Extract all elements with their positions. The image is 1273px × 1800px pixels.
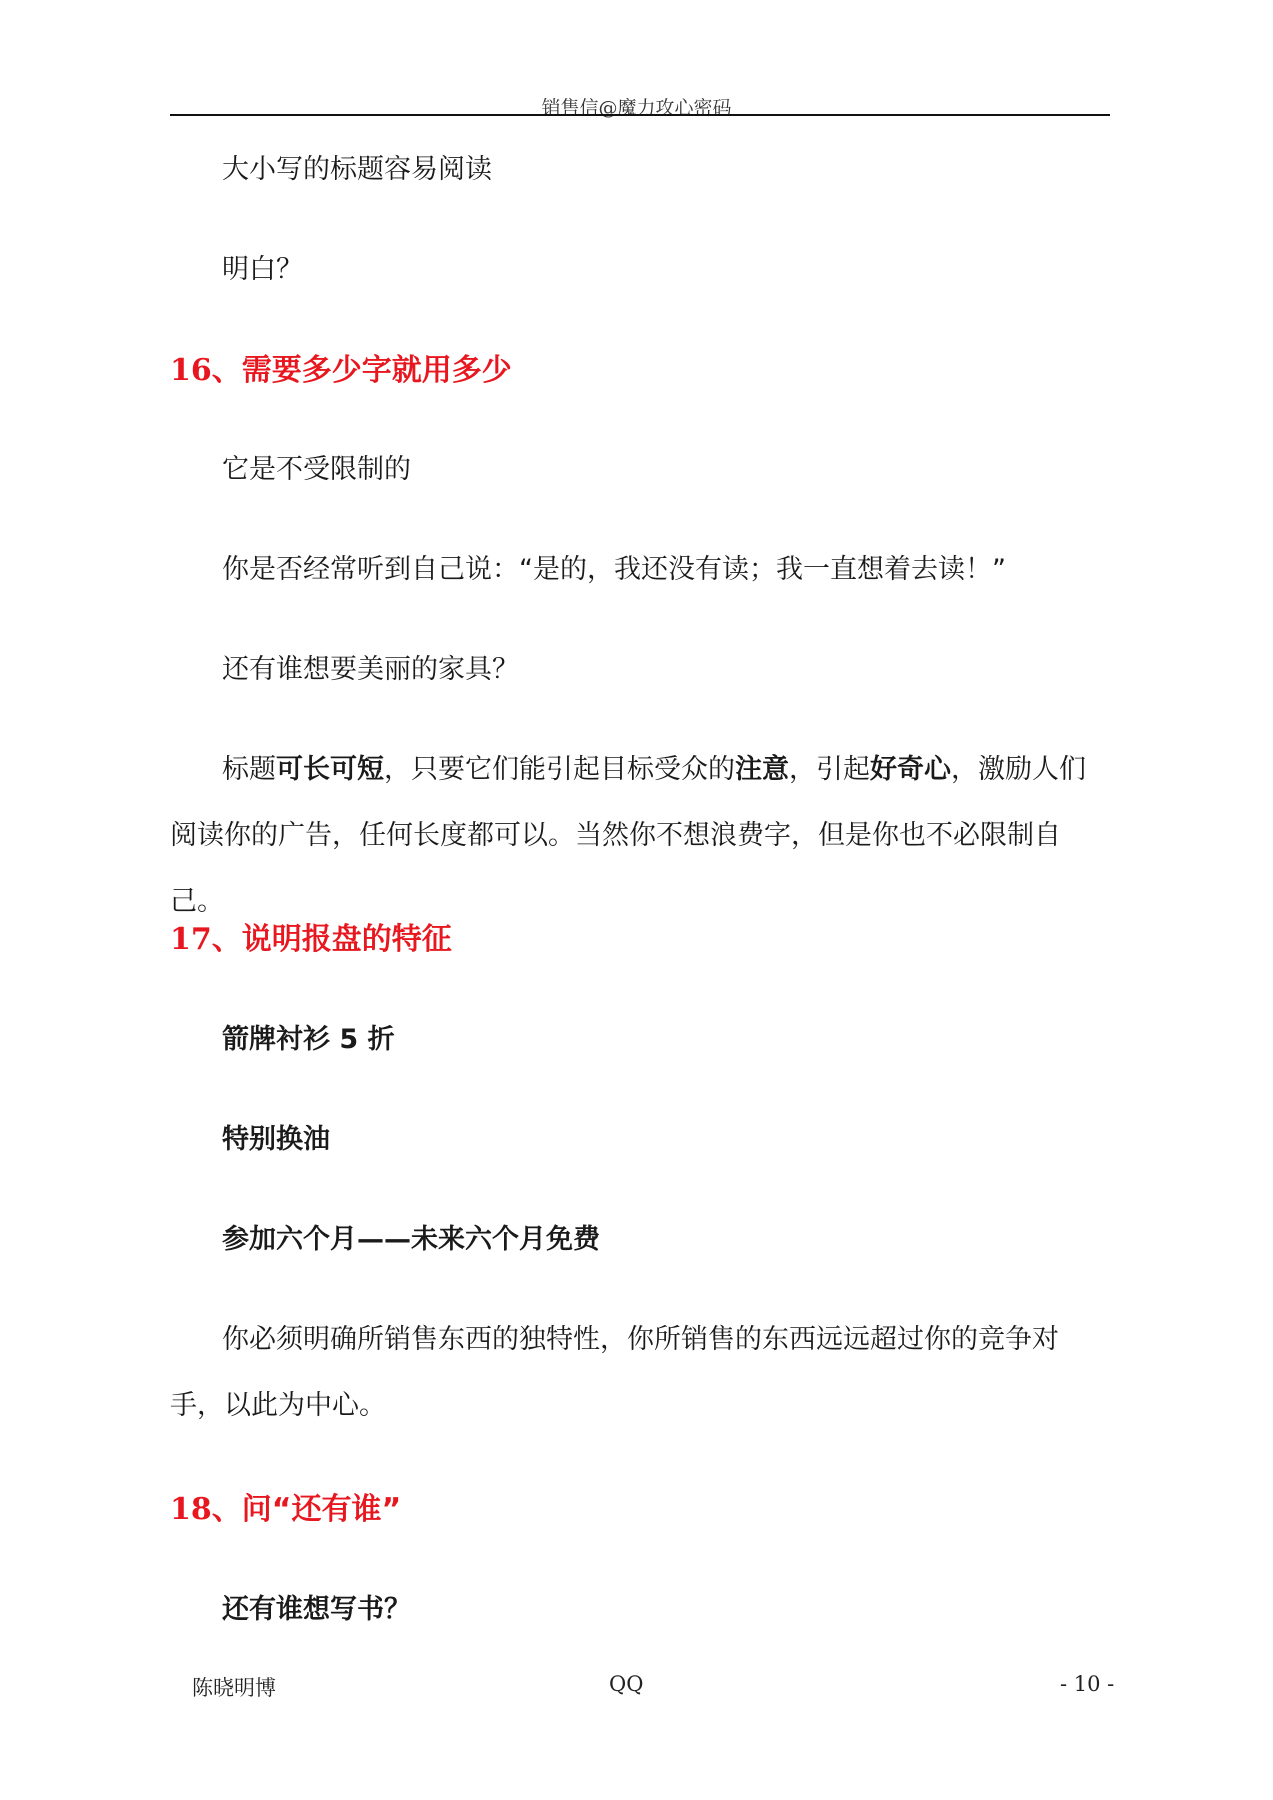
section-title: 需要多少字就用多少	[241, 353, 512, 388]
body-line-1: 大小写的标题容易阅读	[222, 154, 492, 185]
section-title: 说明报盘的特征	[241, 922, 452, 957]
text-run: ，激励人们阅读你的广告，任何长度都可以。当然你不想浪费字，但是你也不必限制自己。	[170, 754, 1086, 917]
paragraph-1	[170, 737, 1110, 935]
bold-run: 可长可短	[276, 754, 384, 785]
body-line-8: 参加六个月——未来六个月免费	[222, 1224, 600, 1255]
footer-qq: QQ	[609, 1672, 644, 1696]
footer-author: 陈晓明博	[192, 1676, 276, 1700]
body-line-3: 它是不受限制的	[222, 454, 411, 485]
footer-page-number: - 10 -	[1060, 1672, 1115, 1696]
body-line-6: 箭牌衬衫 5 折	[222, 1024, 395, 1055]
section-heading-18	[170, 1488, 401, 1532]
section-number: 18、	[170, 1492, 242, 1527]
text-run: ，只要它们能引起目标受众的	[384, 754, 735, 785]
body-line-2: 明白？	[222, 254, 303, 285]
text-run: ，引起	[789, 754, 870, 785]
section-number: 17、	[170, 922, 242, 957]
section-number: 16、	[170, 353, 242, 388]
body-line-7: 特别换油	[222, 1124, 330, 1155]
text-run: 标题	[222, 754, 276, 785]
section-heading-16	[170, 349, 512, 393]
body-line-9: 还有谁想写书？	[222, 1594, 411, 1625]
section-heading-17	[170, 918, 452, 962]
bold-run: 好奇心	[870, 754, 951, 785]
running-header: 销售信@魔力攻心密码	[541, 97, 732, 119]
header-rule	[170, 114, 1110, 116]
section-title: 问“还有谁”	[241, 1492, 402, 1527]
body-line-4: 你是否经常听到自己说：“是的，我还没有读；我一直想着去读！”	[222, 554, 1006, 585]
body-line-5: 还有谁想要美丽的家具？	[222, 654, 519, 685]
paragraph-2: 你必须明确所销售东西的独特性，你所销售的东西远远超过你的竞争对手，以此为中心。	[170, 1324, 1059, 1421]
bold-run: 注意	[735, 754, 789, 785]
